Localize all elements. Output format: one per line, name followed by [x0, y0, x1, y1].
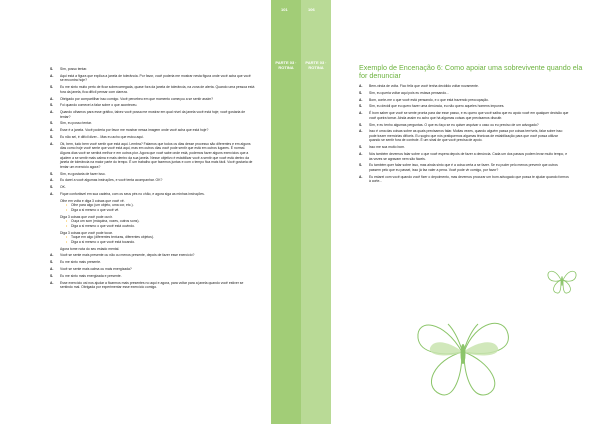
speaker-label: S. [50, 121, 54, 126]
bullet-item [50, 240, 255, 245]
dialog-text: Você se sente mais presente ou não ou menos presente, depois de fazer esse exercício? [60, 253, 195, 258]
page-number-left: 101 [281, 7, 288, 12]
butterfly-large-icon [404, 290, 524, 410]
section-label-right: PARTE 03 · ROTINA [305, 60, 327, 70]
speaker-label: A. [50, 253, 54, 258]
speaker-label: A. [50, 191, 54, 196]
dialog-line [50, 267, 255, 272]
speaker-label: A. [50, 178, 54, 183]
speaker-label: A. [359, 152, 363, 157]
section-label-left: PARTE 03 · ROTINA [275, 60, 297, 70]
dialog-text: Sim, eu posso tentar. [60, 121, 92, 126]
speaker-label: A. [50, 110, 54, 115]
speaker-label [50, 231, 60, 236]
dialog-text: Fique confortável em sua cadeira, com os seus pés no chão, e agora siga as minhas instruções. [60, 191, 205, 196]
speaker-label: S. [50, 171, 54, 176]
dialog-line [50, 135, 255, 140]
dialog-line [50, 185, 255, 190]
dialog-line [50, 274, 255, 279]
bullet-icon: • [66, 239, 68, 244]
dialog-text: Sim, e eu tenho algumas perguntas. O que eu faço se eu quiser arquivar o caso ou eu preciso de um advogado? [369, 122, 539, 127]
dialog-line [359, 163, 569, 172]
butterfly-small-icon [545, 262, 579, 296]
bullet-icon: • [66, 223, 68, 228]
speaker-label: S. [50, 85, 54, 90]
bullet-icon: • [66, 219, 68, 224]
dialog-line [359, 129, 569, 143]
dialog-line [50, 67, 255, 72]
dialog-text: Nós também devemos falar sobre o que você espera depois de fazer a denúncia. Cada um dos passos podem levar muito tempo, e às vezes se agravam nem são fáceis. [369, 152, 568, 161]
right-dialog [359, 84, 569, 184]
dialog-text: Diga 3 coisas que você pode ouvir. [60, 214, 113, 219]
dialog-line [50, 253, 255, 258]
speaker-label: A. [359, 111, 363, 116]
dialog-line [359, 84, 569, 89]
speaker-label: S. [50, 185, 54, 190]
dialog-text: Ok, bem, tudo bem você sentir que está aqui. Lembra? Falamos que todos os dias desse processo são diferentes e em alguns dias como hoje você sente que você está aqui, mas em outros dias você pode sentir que está em outros lugares. É normal. Alguns dias você se sentirá melhor e em outros pior. Agora que você sabe onde está, podemos fazer alguns exercícios que a ajudem a se sentir mais calma e mais dentro da sua janela. Nesse objetivo é estabilizar você a sentir que você está dentro da janela de tolerância na maior parte do tempo. É um trabalho que fazemos juntas e com o tempo fica mais fácil. Você gostaria de tentar um exercício agora? [60, 141, 253, 169]
dialog-line [50, 103, 255, 108]
dialog-text: Sim, eu queria voltar aqui pois eu estava pensando... [369, 90, 449, 95]
dialog-line [50, 178, 255, 183]
dialog-text: Bom, conte-me o que você está pensando, e o que está trazendo preocupação. [369, 97, 489, 102]
bullet-item [50, 224, 255, 229]
dialog-text: Eu me sinto mais energizada e presente. [60, 273, 122, 278]
dialog-line [50, 172, 255, 177]
dialog-line [50, 260, 255, 265]
dialog-text: Eu me sinto mais presente. [60, 260, 102, 265]
speaker-label: A. [50, 141, 54, 146]
dialog-text: Esse é a janela. Você poderia por favor me mostrar nessa imagem onde você acha que está hoje? [60, 128, 209, 133]
dialog-text: Eu darei a você algumas instruções, e você tenta acompanhar. OK? [60, 178, 163, 183]
speaker-label: A. [50, 96, 54, 101]
speaker-label: A. [50, 128, 54, 133]
dialog-text: Eu me sinto muito perto de ficar sobrecarregada, quase fora da janela de tolerância, na zona de alerta. Quando uma pessoa está fora da janela, fica difícil pensar com clareza. [60, 85, 255, 94]
dialog-text: Aqui está a figura que explica a janela de tolerância. Por favor, você poderia me mostrar nesta figura onde você acha que você se encontra hoje? [60, 73, 251, 83]
bullet-text: Diga a si mesmo o que você está tocando. [71, 239, 136, 244]
bullet-icon: • [66, 203, 68, 208]
bullet-icon: • [66, 207, 68, 212]
page-number-right: 106 [308, 7, 315, 12]
dialog-text: Olhe em volta e diga 3 coisas que você vê. [60, 198, 125, 203]
dialog-text: Esse exercício vai nos ajudar a ficarmos mais presentes no aqui e agora, para voltar para a janela quando você estiver se sentindo mal. Obrigada por experimentar esse exercício comigo. [60, 280, 244, 290]
speaker-label: S. [359, 90, 363, 95]
dialog-text: Você se sente mais calma ou mais energizada? [60, 266, 132, 271]
bullet-text: Diga a si mesmo o que você está ouvindo. [71, 223, 135, 228]
speaker-label: A. [359, 174, 363, 179]
speaker-label: A. [359, 84, 363, 88]
dialog-line [50, 121, 255, 126]
dialog-text: Agora tome nota do seu estado mental. [60, 246, 120, 251]
dialog-line [50, 192, 255, 197]
bullet-text: Diga a si mesmo o que você vê. [71, 207, 120, 212]
dialog-text: Bem-vinda de volta. Fico feliz que você tenha decidido voltar novamente. [369, 84, 479, 88]
dialog-line [50, 85, 255, 94]
dialog-text: Eu não sei, é difícil dizer... Mas eu acho que estou aqui. [60, 135, 144, 140]
speaker-label: S. [50, 260, 54, 265]
speaker-label: A. [359, 129, 363, 134]
bullet-item [50, 208, 255, 213]
speaker-label: S. [359, 163, 363, 168]
dialog-text: Isso é uma das coisas sobre as quais precisamos falar. Muitas vezes, quando alguém passa por coisas terríveis, falar sobre isso pode trazer memórias difíceis. Eu sugiro que nós pratiquemos algumas técnicas de estabilização para que você possa utilizar quando se sentir fora de controle. É um sinal de que você precisa de apoio. [369, 129, 563, 143]
dialog-line [50, 97, 255, 102]
dialog-line [50, 128, 255, 133]
dialog-text: OK. [60, 185, 66, 190]
dialog-line [359, 175, 569, 184]
dialog-text: Obrigado por compartilhar isso comigo. Você percebeu em que momento começou a se sentir assim? [60, 96, 214, 101]
bullet-text: Toque em algo (diferentes texturas, diferentes objetos). [71, 235, 154, 240]
dialog-text: Foi quando comecei a falar sobre o que aconteceu. [60, 103, 138, 108]
speaker-label: S. [359, 104, 363, 109]
left-dialog [50, 67, 255, 290]
speaker-label: A. [359, 97, 363, 102]
dialog-line [359, 111, 569, 120]
dialog-line [359, 123, 569, 128]
dialog-text: Sim, eu decidi que eu quero fazer uma denúncia, eu não quero aqueles homens impunes. [369, 104, 505, 109]
dialog-line [359, 145, 569, 150]
speaker-label: S. [50, 273, 54, 278]
dialog-text: Diga 3 coisas que você pode tocar. [60, 230, 113, 235]
dialog-text: Sim, eu gostaria de fazer isso. [60, 171, 106, 176]
speaker-label: S. [359, 122, 363, 127]
bullet-text: Ouça um som (máquina, vozes, outros sons). [71, 219, 140, 224]
dialog-line [50, 281, 255, 290]
dialog-line [359, 152, 569, 161]
dialog-text: Sim, posso tentar. [60, 67, 88, 71]
dialog-text: Isso me soa muito bom. [369, 145, 405, 150]
speaker-label [50, 199, 60, 204]
dialog-text: Quando olhamos para esse gráfico, talvez você possa me mostrar em qual nível da janela você está hoje; você gostaria de tentar? [60, 110, 246, 119]
speaker-label: A. [50, 280, 54, 285]
dialog-line [50, 142, 255, 170]
roleplay-title: Exemplo de Encenação 6: Como apoiar uma sobrevivente quando ela for denunciar [359, 63, 583, 81]
dialog-line [359, 91, 569, 96]
speaker-label: A. [50, 73, 54, 78]
dialog-line [50, 74, 255, 83]
dialog-text: É bom saber que você se sente pronta para dar esse passo, e eu quero que você saiba que eu apoio você em qualquer decisão que você queira tomar. Ainda assim eu acho que há algumas coisas que precisamos discutir. [369, 111, 569, 120]
bullet-icon: • [66, 235, 68, 240]
speaker-label [50, 247, 60, 252]
speaker-label: S. [359, 145, 363, 150]
dialog-line [50, 110, 255, 119]
speaker-label: A. [50, 266, 54, 271]
speaker-label: S. [50, 103, 54, 108]
left-page [0, 0, 271, 424]
dialog-line [359, 98, 569, 103]
dialog-text: Eu também quer falar sobre isso, mas ainda sinto que é a coisa certa a se fazer. Se eu puder pelo menos prevenir que outros passem pelo que eu passei, isso já faz valer a pena. Você pode vir comigo, por favor? [369, 163, 558, 172]
speaker-label: S. [50, 135, 54, 140]
speaker-label [50, 215, 60, 220]
dialog-line [359, 104, 569, 109]
dialog-text: Eu estarei com você quando você fizer o depoimento, mas devemos procurar um bom advogado que possa te ajudar quando formos à corte... [369, 174, 569, 184]
speaker-label: S. [50, 67, 54, 71]
dialog-line [50, 247, 255, 252]
bullet-text: Olhe para algo (um objeto, uma cor, etc.). [71, 203, 134, 208]
